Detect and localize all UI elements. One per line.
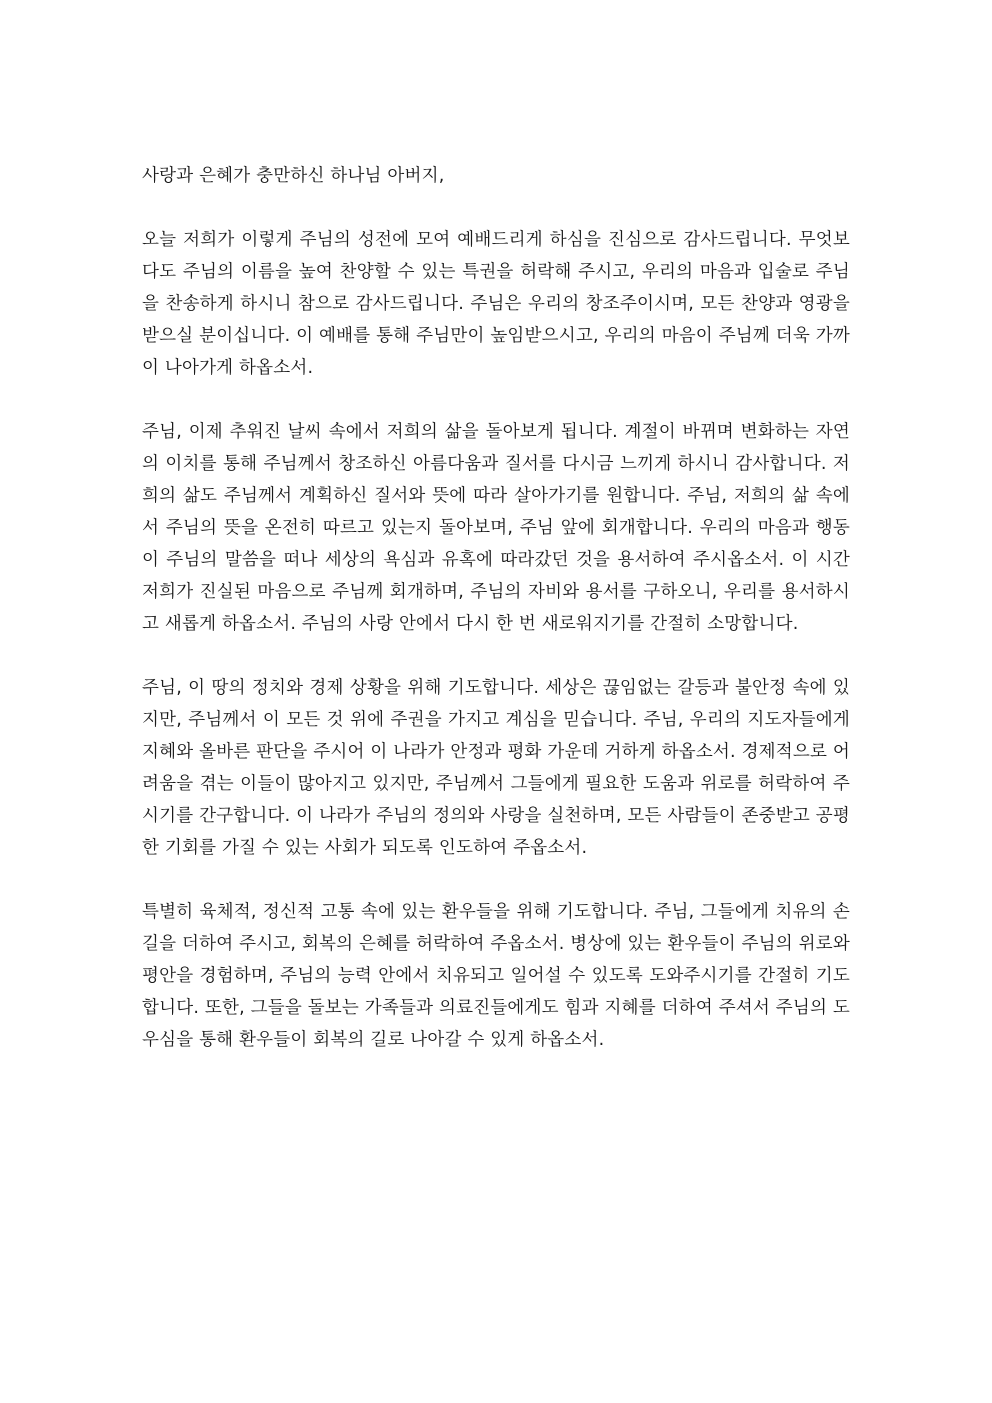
prayer-text (142, 160, 850, 1056)
paragraph-nation: 주님, 이 땅의 정치와 경제 상황을 위해 기도합니다. 세상은 끊임없는 갈등과 불안정 속에 있지만, 주님께서 이 모든 것 위에 주권을 가지고 계심을 믿습니다. 주님, 우리의 지도자들에게 지혜와 올바른 판단을 주시어 이 나라가 안정과 평화 가운데 거하게 하옵소서. 경제적으로 어려움을 겪는 이들이 많아지고 있지만, 주님께서 그들에게 필요한 도움과 위로를 허락하여 주시기를 간구합니다. 이 나라가 주님의 정의와 사랑을 실천하며, 모든 사람들이 존중받고 공평한 기회를 가질 수 있는 사회가 되도록 인도하여 주옵소서. (142, 678, 850, 858)
paragraph-repentance: 주님, 이제 추워진 날씨 속에서 저희의 삶을 돌아보게 됩니다. 계절이 바뀌며 변화하는 자연의 이치를 통해 주님께서 창조하신 아름다움과 질서를 다시금 느끼게 하시니 감사합니다. 저희의 삶도 주님께서 계획하신 질서와 뜻에 따라 살아가기를 원합니다. 주님, 저희의 삶 속에서 주님의 뜻을 온전히 따르고 있는지 돌아보며, 주님 앞에 회개합니다. 우리의 마음과 행동이 주님의 말씀을 떠나 세상의 욕심과 유혹에 따라갔던 것을 용서하여 주시옵소서. 이 시간 저희가 진실된 마음으로 주님께 회개하며, 주님의 자비와 용서를 구하오니, 우리를 용서하시고 새롭게 하옵소서. 주님의 사랑 안에서 다시 한 번 새로워지기를 간절히 소망합니다. (142, 422, 850, 634)
paragraph-thanksgiving: 오늘 저희가 이렇게 주님의 성전에 모여 예배드리게 하심을 진심으로 감사드립니다. 무엇보다도 주님의 이름을 높여 찬양할 수 있는 특권을 허락해 주시고, 우리의 마음과 입술로 주님을 찬송하게 하시니 참으로 감사드립니다. 주님은 우리의 창조주이시며, 모든 찬양과 영광을 받으실 분이십니다. 이 예배를 통해 주님만이 높임받으시고, 우리의 마음이 주님께 더욱 가까이 나아가게 하옵소서. (142, 230, 850, 378)
paragraph-healing: 특별히 육체적, 정신적 고통 속에 있는 환우들을 위해 기도합니다. 주님, 그들에게 치유의 손길을 더하여 주시고, 회복의 은혜를 허락하여 주옵소서. 병상에 있는 환우들이 주님의 위로와 평안을 경험하며, 주님의 능력 안에서 치유되고 일어설 수 있도록 도와주시기를 간절히 기도합니다. 또한, 그들을 돌보는 가족들과 의료진들에게도 힘과 지혜를 더하여 주셔서 주님의 도우심을 통해 환우들이 회복의 길로 나아갈 수 있게 하옵소서. (142, 902, 850, 1050)
greeting-line: 사랑과 은혜가 충만하신 하나님 아버지, (142, 166, 445, 186)
